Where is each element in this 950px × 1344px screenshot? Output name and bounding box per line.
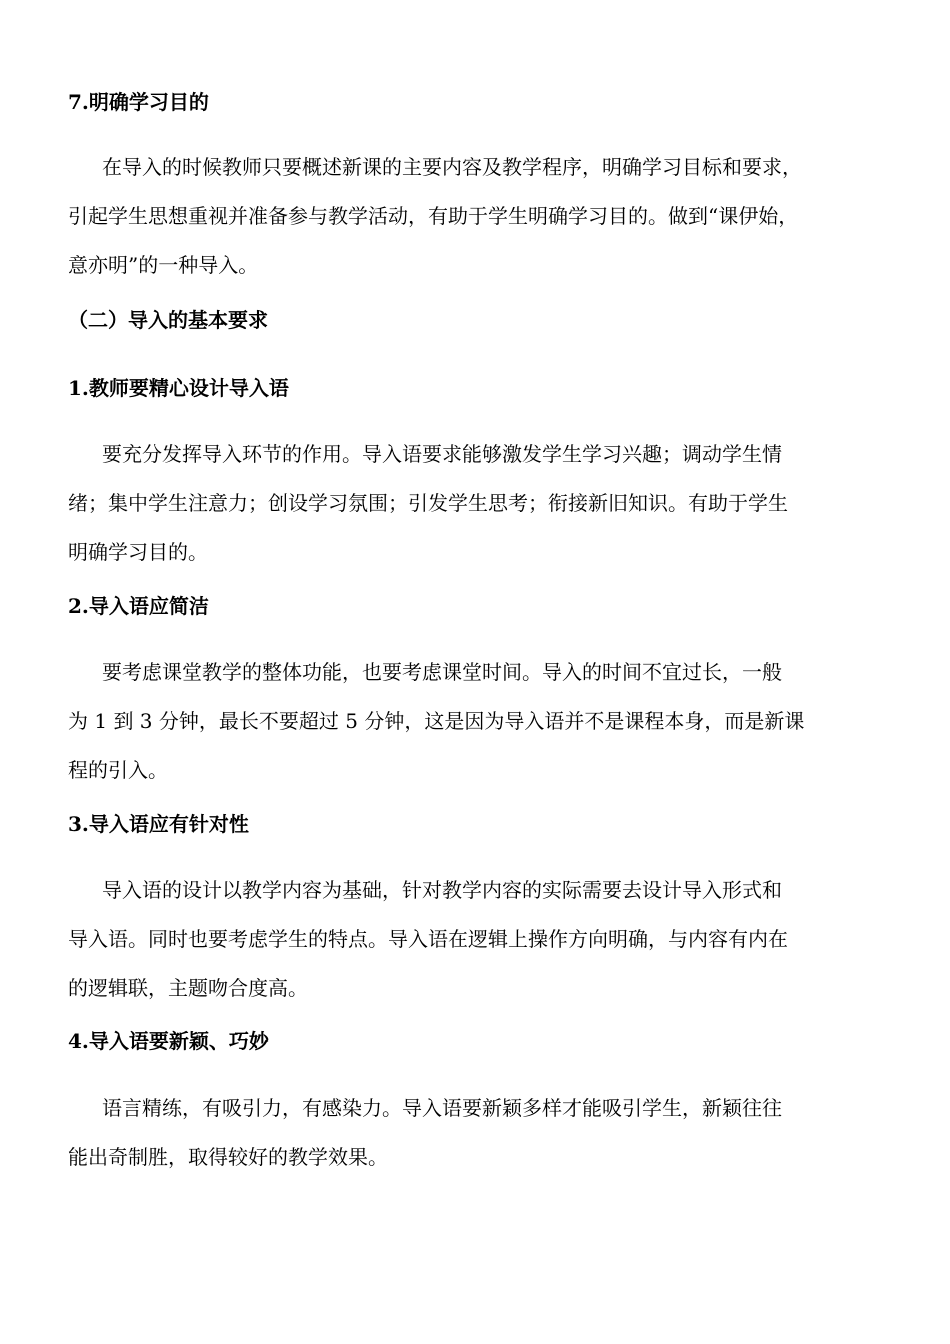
section-heading-7: 7.明确学习目的 <box>68 90 209 114</box>
paragraph-line: 绪；集中学生注意力；创设学习氛围；引发学生思考；衔接新旧知识。有助于学生 <box>68 491 788 515</box>
section-heading-basic-requirements: （二）导入的基本要求 <box>68 308 268 332</box>
paragraph-design-intro <box>68 430 888 577</box>
paragraph-line: 要考虑课堂教学的整体功能，也要考虑课堂时间。导入的时间不宜过长，一般 <box>102 660 782 684</box>
section-heading-4: 4.导入语要新颖、巧妙 <box>68 1029 269 1053</box>
paragraph-line: 语言精练，有吸引力，有感染力。导入语要新颖多样才能吸引学生，新颖往往 <box>102 1096 782 1120</box>
paragraph-concise <box>68 648 888 795</box>
paragraph-targeted <box>68 866 888 1013</box>
paragraph-line: 为 1 到 3 分钟，最长不要超过 5 分钟，这是因为导入语并不是课程本身，而是新课 <box>68 709 805 733</box>
paragraph-line: 要充分发挥导入环节的作用。导入语要求能够激发学生学习兴趣；调动学生情 <box>102 442 782 466</box>
paragraph-line: 引起学生思想重视并准备参与教学活动，有助于学生明确学习目的。做到“课伊始， <box>68 204 799 228</box>
section-heading-2: 2.导入语应简洁 <box>68 594 209 618</box>
section-heading-3: 3.导入语应有针对性 <box>68 812 249 836</box>
section-heading-1: 1.教师要精心设计导入语 <box>68 376 289 400</box>
paragraph-line: 导入语。同时也要考虑学生的特点。导入语在逻辑上操作方向明确，与内容有内在 <box>68 927 788 951</box>
paragraph-novel <box>68 1084 888 1182</box>
paragraph-line: 在导入的时候教师只要概述新课的主要内容及教学程序，明确学习目标和要求， <box>102 155 802 179</box>
paragraph-line: 程的引入。 <box>68 758 168 782</box>
paragraph-line: 意亦明”的一种导入。 <box>68 253 259 277</box>
paragraph-line: 的逻辑联，主题吻合度高。 <box>68 976 308 1000</box>
paragraph-line: 能出奇制胜，取得较好的教学效果。 <box>68 1145 388 1169</box>
paragraph-learning-goal <box>68 143 888 290</box>
paragraph-line: 导入语的设计以教学内容为基础，针对教学内容的实际需要去设计导入形式和 <box>102 878 782 902</box>
paragraph-line: 明确学习目的。 <box>68 540 208 564</box>
